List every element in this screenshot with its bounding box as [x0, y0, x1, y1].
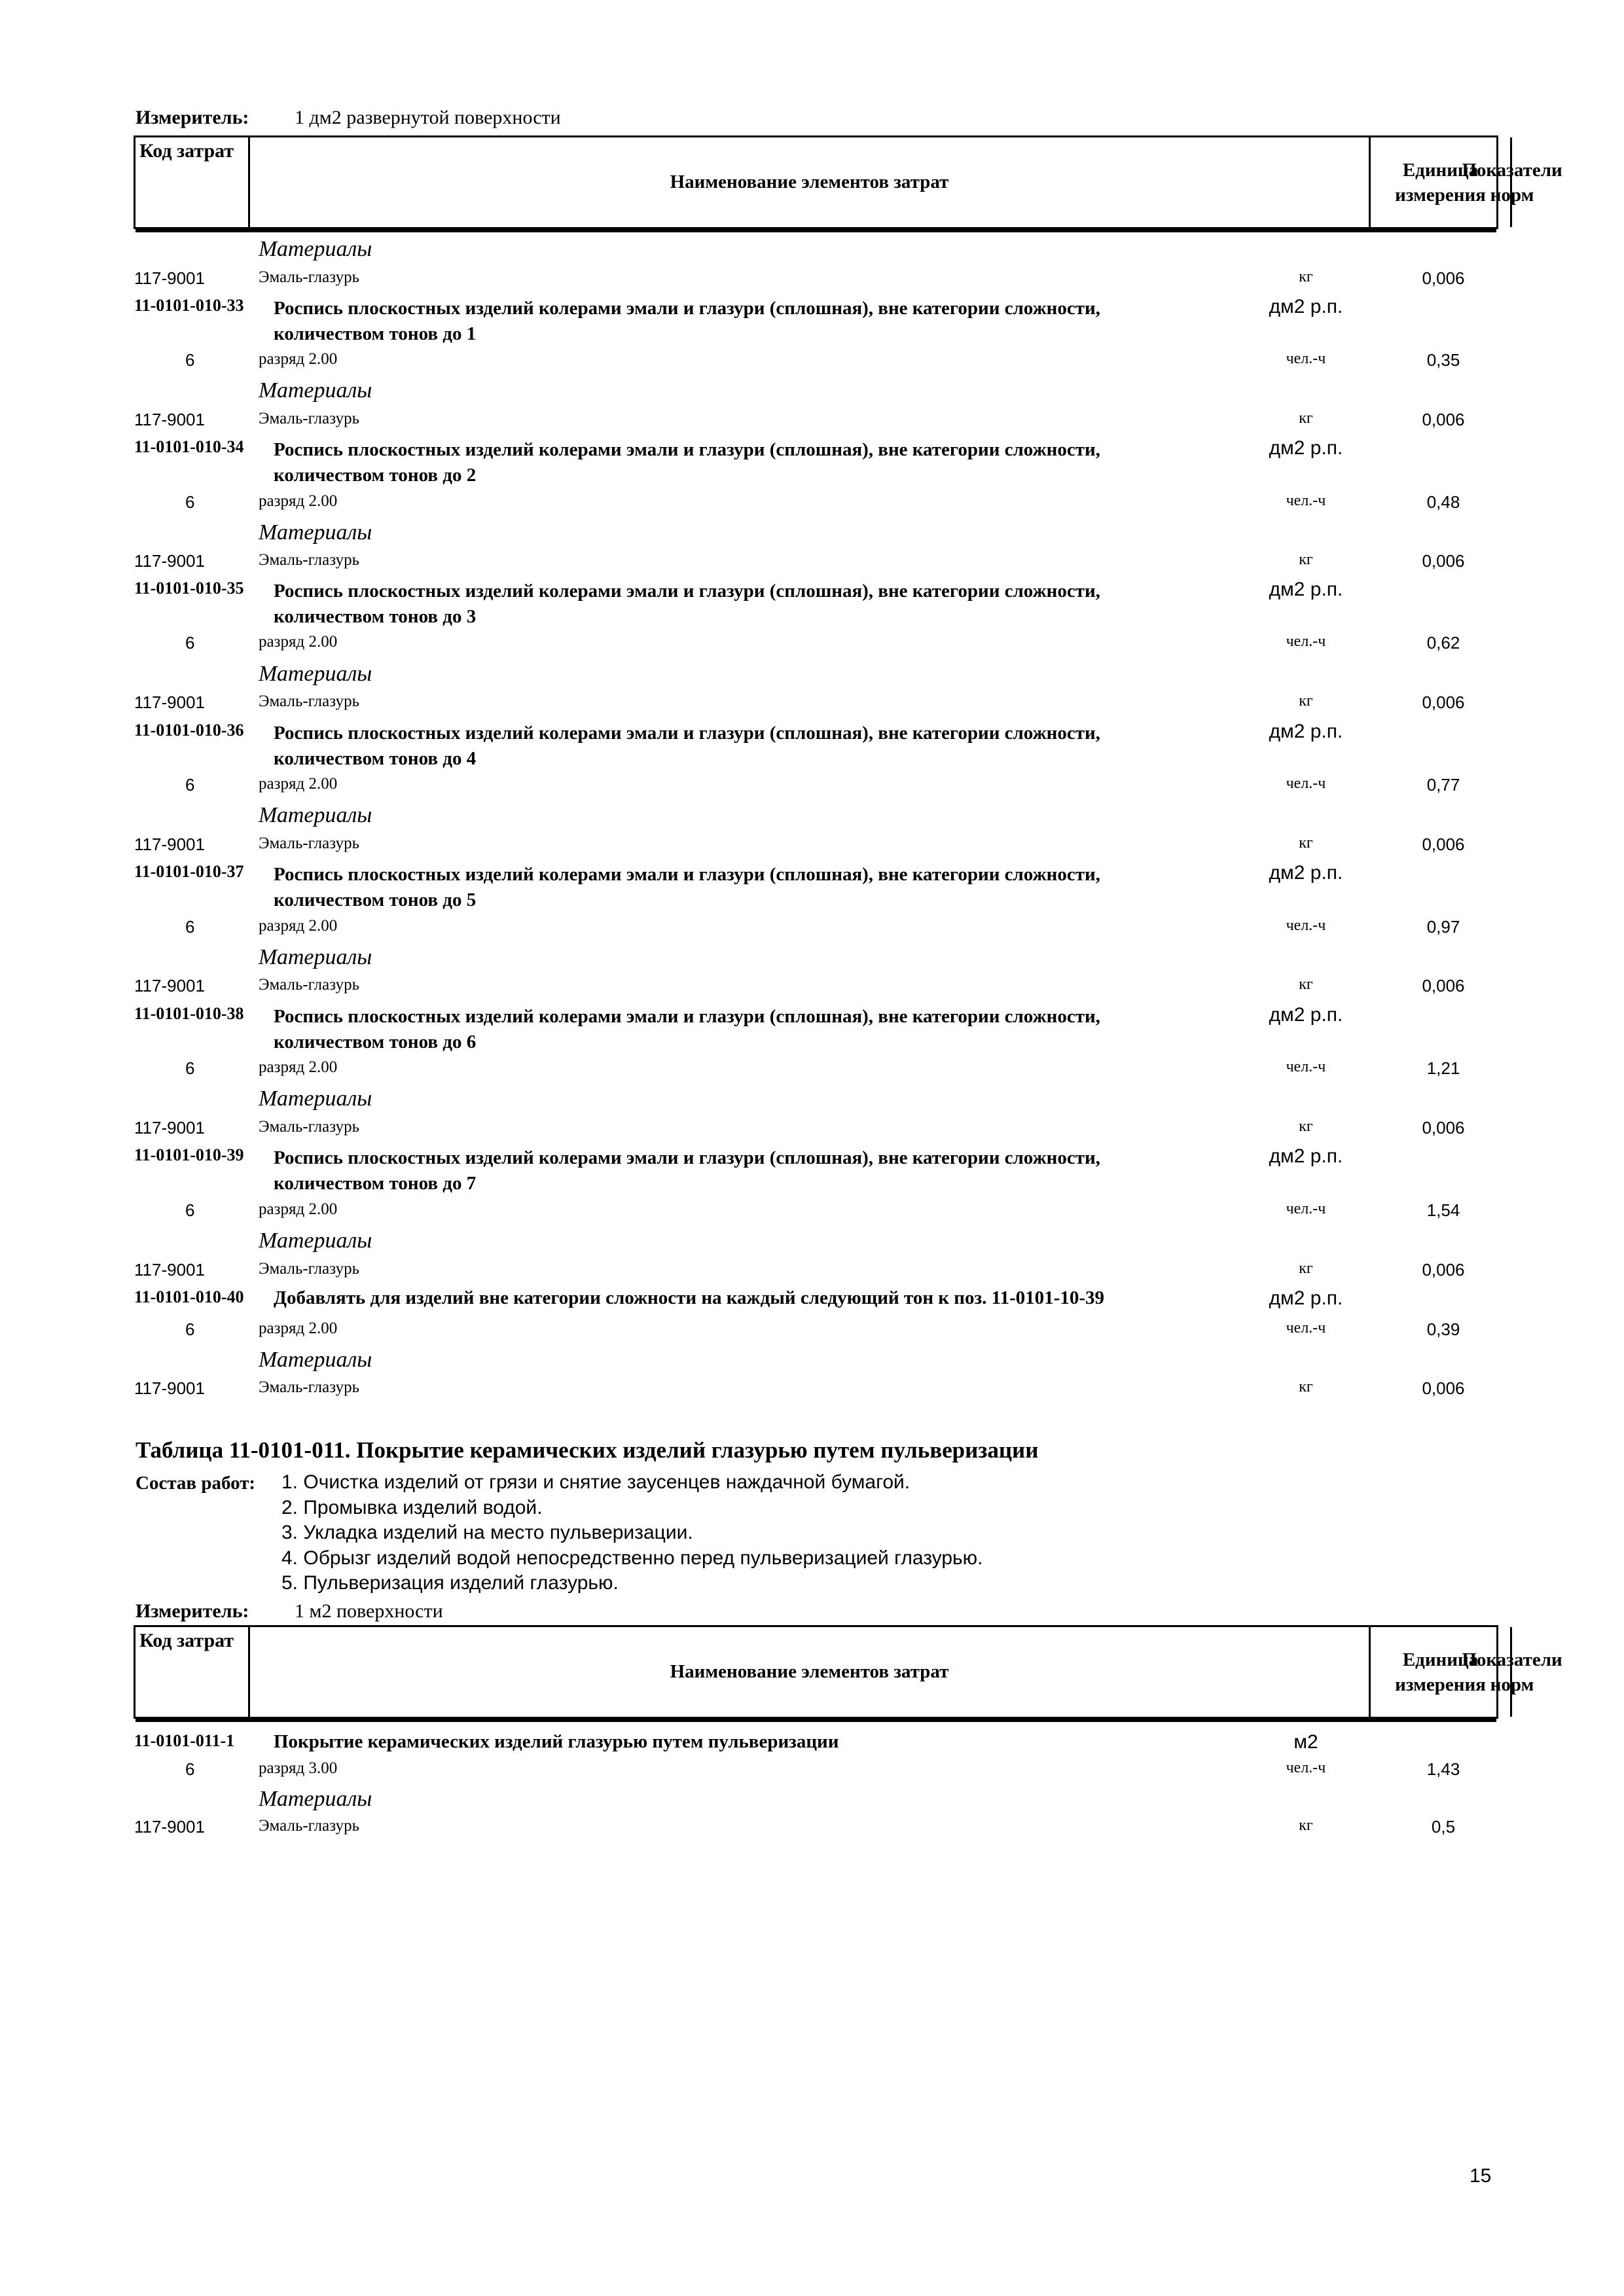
resource-name: Эмаль-глазурь	[259, 834, 359, 852]
item-code: 11-0101-011-1	[134, 1731, 235, 1750]
resource-code: 117-9001	[134, 551, 205, 571]
resource-value: 0,39	[1426, 1319, 1460, 1339]
resource-name: разряд 2.00	[259, 633, 338, 651]
resource-value: 0,006	[1422, 1378, 1465, 1398]
materials-heading: Материалы	[259, 1086, 372, 1111]
materials-heading: Материалы	[259, 662, 372, 686]
resource-name: разряд 2.00	[259, 917, 338, 935]
measure-value: 1 дм2 развернутой поверхности	[295, 107, 561, 128]
resource-unit: чел.-ч	[1286, 633, 1326, 650]
resource-name: Эмаль-глазурь	[259, 410, 359, 427]
resource-name: разряд 2.00	[259, 1058, 338, 1076]
materials-heading: Материалы	[259, 945, 372, 969]
resource-unit: чел.-ч	[1286, 1058, 1326, 1075]
resource-code: 6	[185, 917, 195, 937]
resource-code: 117-9001	[134, 976, 205, 996]
item-unit: дм2 р.п.	[1269, 437, 1343, 459]
resource-value: 0,006	[1422, 410, 1465, 429]
resource-unit: кг	[1299, 1118, 1313, 1135]
resource-unit: кг	[1299, 268, 1313, 285]
resource-code: 6	[185, 633, 195, 653]
sostav-item: 2. Промывка изделий водой.	[281, 1496, 543, 1518]
resource-name: Эмаль-глазурь	[259, 1260, 359, 1278]
resource-code: 6	[185, 350, 195, 370]
resource-unit: чел.-ч	[1286, 1759, 1326, 1776]
resource-value: 0,35	[1426, 350, 1460, 370]
header-name: Наименование элементов затрат	[250, 137, 1371, 227]
resource-code: 117-9001	[134, 268, 205, 288]
resource-unit: кг	[1299, 410, 1313, 427]
resource-value: 1,54	[1426, 1200, 1460, 1220]
item-name: Добавлять для изделий вне категории сложности на каждый следующий тон к поз. 11-0101-10-39	[274, 1287, 1104, 1308]
resource-value: 0,62	[1426, 633, 1460, 653]
resource-value: 1,21	[1426, 1058, 1460, 1078]
resource-code: 6	[185, 1759, 195, 1779]
resource-name: Эмаль-глазурь	[259, 692, 359, 710]
resource-unit: кг	[1299, 976, 1313, 993]
item-unit: дм2 р.п.	[1269, 862, 1343, 884]
resource-unit: кг	[1299, 1378, 1313, 1395]
resource-unit: кг	[1299, 1817, 1313, 1834]
materials-heading: Материалы	[259, 1787, 372, 1811]
resource-value: 0,006	[1422, 268, 1465, 288]
resource-code: 117-9001	[134, 410, 205, 429]
item-name: Роспись плоскостных изделий колерами эмали и глазури (сплошная), вне категории сложности, количеством тонов до 6	[274, 1006, 1100, 1052]
resource-value: 0,006	[1422, 976, 1465, 996]
measure-label: Измеритель:	[135, 107, 249, 128]
item-code: 11-0101-010-34	[134, 437, 244, 456]
resource-name: Эмаль-глазурь	[259, 551, 359, 569]
item-unit: дм2 р.п.	[1269, 1145, 1343, 1167]
item-name: Роспись плоскостных изделий колерами эмали и глазури (сплошная), вне категории сложности, количеством тонов до 7	[274, 1147, 1100, 1194]
resource-unit: кг	[1299, 834, 1313, 852]
item-unit: дм2 р.п.	[1269, 579, 1343, 600]
resource-name: Эмаль-глазурь	[259, 1118, 359, 1136]
materials-heading: Материалы	[259, 378, 372, 403]
resource-code: 117-9001	[134, 1378, 205, 1398]
resource-code: 117-9001	[134, 1118, 205, 1138]
header-code: Код затрат	[135, 1627, 250, 1717]
item-unit: дм2 р.п.	[1269, 296, 1343, 317]
resource-value: 0,5	[1431, 1817, 1456, 1837]
resource-unit: кг	[1299, 551, 1313, 568]
sostav-label: Состав работ:	[135, 1473, 256, 1494]
resource-name: Эмаль-глазурь	[259, 268, 359, 286]
resource-code: 6	[185, 1319, 195, 1339]
materials-heading: Материалы	[259, 803, 372, 827]
sostav-item: 4. Обрызг изделий водой непосредственно перед пульверизацией глазурью.	[281, 1547, 983, 1569]
item-code: 11-0101-010-37	[134, 862, 244, 881]
materials-heading: Материалы	[259, 520, 372, 545]
resource-value: 0,006	[1422, 1118, 1465, 1138]
header-name: Наименование элементов затрат	[250, 1627, 1371, 1717]
resource-value: 0,006	[1422, 692, 1465, 712]
item-code: 11-0101-010-38	[134, 1004, 244, 1023]
resource-name: разряд 3.00	[259, 1759, 338, 1777]
resource-value: 0,48	[1426, 492, 1460, 512]
item-unit: дм2 р.п.	[1269, 1287, 1343, 1309]
item-name: Роспись плоскостных изделий колерами эмали и глазури (сплошная), вне категории сложности, количеством тонов до 3	[274, 581, 1100, 627]
materials-heading: Материалы	[259, 1348, 372, 1372]
item-code: 11-0101-010-33	[134, 296, 244, 315]
resource-code: 6	[185, 775, 195, 795]
resource-unit: чел.-ч	[1286, 492, 1326, 509]
resource-value: 0,77	[1426, 775, 1460, 795]
item-unit: дм2 р.п.	[1269, 1004, 1343, 1026]
resource-code: 6	[185, 1058, 195, 1078]
resource-value: 0,006	[1422, 551, 1465, 571]
measure-value-2: 1 м2 поверхности	[295, 1600, 443, 1622]
sostav-item: 5. Пульверизация изделий глазурью.	[281, 1572, 619, 1594]
resource-name: разряд 2.00	[259, 1319, 338, 1337]
header-code: Код затрат	[135, 137, 250, 227]
resource-name: разряд 2.00	[259, 492, 338, 510]
resource-code: 6	[185, 492, 195, 512]
item-code: 11-0101-010-36	[134, 721, 244, 740]
item-code: 11-0101-010-40	[134, 1287, 244, 1306]
header-shadow	[135, 1719, 1496, 1722]
resource-code: 117-9001	[134, 834, 205, 854]
item-unit: м2	[1293, 1731, 1318, 1753]
resource-unit: чел.-ч	[1286, 1319, 1326, 1336]
resource-name: Эмаль-глазурь	[259, 1817, 359, 1835]
item-unit: дм2 р.п.	[1269, 721, 1343, 742]
item-code: 11-0101-010-39	[134, 1145, 244, 1164]
resource-name: разряд 2.00	[259, 350, 338, 368]
table-header-2: Код затрат Наименование элементов затрат Единица измерения Показатели норм	[134, 1625, 1498, 1719]
page-number: 15	[1470, 2165, 1492, 2187]
resource-code: 117-9001	[134, 1260, 205, 1280]
item-name: Покрытие керамических изделий глазурью путем пульверизации	[274, 1731, 839, 1752]
resource-name: разряд 2.00	[259, 775, 338, 793]
resource-code: 117-9001	[134, 692, 205, 712]
resource-value: 1,43	[1426, 1759, 1460, 1779]
resource-name: Эмаль-глазурь	[259, 976, 359, 994]
item-name: Роспись плоскостных изделий колерами эмали и глазури (сплошная), вне категории сложности, количеством тонов до 1	[274, 298, 1100, 344]
resource-name: Эмаль-глазурь	[259, 1378, 359, 1396]
resource-code: 117-9001	[134, 1817, 205, 1837]
materials-heading: Материалы	[259, 1229, 372, 1253]
table-header: Код затрат Наименование элементов затрат Единица измерения Показатели норм	[134, 135, 1498, 229]
resource-value: 0,97	[1426, 917, 1460, 937]
item-name: Роспись плоскостных изделий колерами эмали и глазури (сплошная), вне категории сложности, количеством тонов до 2	[274, 439, 1100, 486]
header-unit: Единица измерения	[1371, 137, 1512, 227]
materials-heading: Материалы	[259, 237, 372, 261]
item-name: Роспись плоскостных изделий колерами эмали и глазури (сплошная), вне категории сложности, количеством тонов до 4	[274, 723, 1100, 769]
sostav-item: 3. Укладка изделий на место пульверизации.	[281, 1522, 693, 1543]
resource-value: 0,006	[1422, 1260, 1465, 1280]
resource-unit: чел.-ч	[1286, 775, 1326, 792]
table-title: Таблица 11-0101-011. Покрытие керамических изделий глазурью путем пульверизации	[135, 1437, 1039, 1463]
resource-code: 6	[185, 1200, 195, 1220]
resource-value: 0,006	[1422, 834, 1465, 854]
item-name: Роспись плоскостных изделий колерами эмали и глазури (сплошная), вне категории сложности, количеством тонов до 5	[274, 864, 1100, 910]
resource-unit: чел.-ч	[1286, 350, 1326, 367]
item-code: 11-0101-010-35	[134, 579, 244, 598]
resource-unit: кг	[1299, 692, 1313, 709]
header-shadow	[135, 229, 1496, 232]
measure-label-2: Измеритель:	[135, 1600, 249, 1622]
sostav-item: 1. Очистка изделий от грязи и снятие заусенцев наждачной бумагой.	[281, 1471, 911, 1493]
resource-unit: кг	[1299, 1260, 1313, 1277]
header-unit: Единица измерения	[1371, 1627, 1512, 1717]
resource-unit: чел.-ч	[1286, 1200, 1326, 1217]
resource-name: разряд 2.00	[259, 1200, 338, 1218]
resource-unit: чел.-ч	[1286, 917, 1326, 934]
